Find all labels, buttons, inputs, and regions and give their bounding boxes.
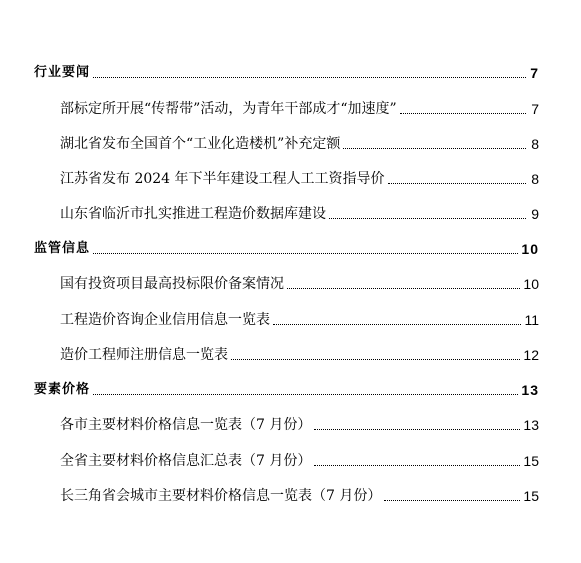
toc-page-number: 9 [531,206,539,222]
toc-item[interactable] [60,412,539,434]
toc-item-label: 造价工程师注册信息一览表 [60,347,228,363]
toc-item-label: 国有投资项目最高投标限价备案情况 [60,276,284,292]
toc-page-number: 15 [523,453,539,469]
toc-page-number: 8 [531,171,539,187]
toc-page-number: 10 [521,241,539,257]
toc-page-number: 11 [524,312,539,328]
toc-item-label: 长三角省会城市主要材料价格信息一览表（7 月份） [60,488,382,504]
toc-leader [273,323,521,325]
toc-item-label: 部标定所开展“传帮带”活动，为青年干部成才“加速度” [60,101,397,117]
toc-section-label: 行业要闻 [34,65,91,80]
toc-leader [388,182,526,184]
toc-page-number: 13 [523,417,539,433]
toc-item-label: 各市主要材料价格信息一览表（7 月份） [60,417,312,433]
toc-leader [93,393,518,395]
toc-item-label: 全省主要材料价格信息汇总表（7 月份） [60,453,312,469]
toc-leader [384,499,520,501]
toc-page-number: 7 [530,65,539,81]
toc-page-number: 10 [523,276,539,292]
toc-section-label: 要素价格 [34,382,91,397]
toc-item[interactable] [60,483,539,505]
toc-item[interactable] [60,166,539,188]
toc-section-label: 监管信息 [34,241,91,256]
toc-page-number: 13 [521,382,539,398]
toc-item[interactable] [60,201,539,223]
toc-section-regulatory-info[interactable] [34,236,539,258]
toc-item[interactable] [60,271,539,293]
toc-leader [93,76,526,78]
toc-item[interactable] [60,342,539,364]
toc-leader [231,358,520,360]
toc-leader [93,252,518,254]
toc-item[interactable] [60,96,539,118]
toc-leader [400,112,526,114]
toc-page-number: 7 [531,101,539,117]
toc-item-label: 山东省临沂市扎实推进工程造价数据库建设 [60,206,326,222]
toc-leader [329,217,526,219]
toc-section-industry-news[interactable] [34,60,539,82]
toc-item[interactable] [60,131,539,153]
toc-item-label: 工程造价咨询企业信用信息一览表 [60,312,270,328]
toc-page-number: 8 [531,136,539,152]
toc-item-label: 湖北省发布全国首个“工业化造楼机”补充定额 [60,136,341,152]
toc-leader [343,147,526,149]
toc-page-number: 12 [523,347,539,363]
toc-item[interactable] [60,307,539,329]
toc-leader [314,464,520,466]
toc-page-number: 15 [523,488,539,504]
toc-leader [287,287,520,289]
toc-item-label: 江苏省发布 2024 年下半年建设工程人工工资指导价 [60,171,385,187]
toc-item[interactable] [60,448,539,470]
toc-leader [314,428,520,430]
toc-section-factor-prices[interactable] [34,377,539,399]
